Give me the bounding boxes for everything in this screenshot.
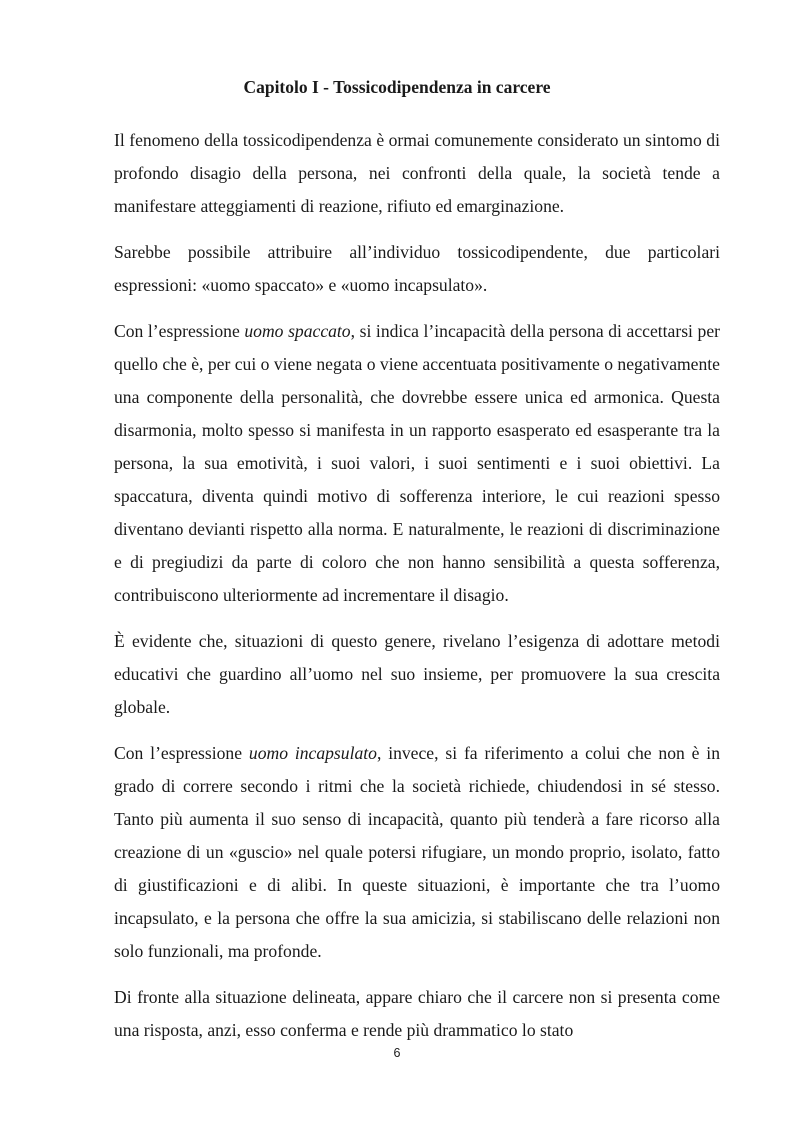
- paragraph-text: È evidente che, situazioni di questo genere, rivelano l’esigenza di adottare metodi educativi che guardino all’uomo nel suo insieme, per promuovere la sua crescita globale.: [114, 631, 720, 717]
- body-text: [114, 124, 720, 1060]
- paragraph-text: , invece, si fa riferimento a colui che non è in grado di correre secondo i ritmi che la società richiede, chiudendosi in sé stesso. Tanto più aumenta il suo senso di incapacità, quanto più tenderà a fare ricorso alla creazione di un «guscio» nel quale potersi rifugiare, un mondo proprio, isolato, fatto di giustificazioni e di alibi. In queste situazioni, è importante che tra l’uomo incapsulato, e la persona che offre la sua amicizia, si stabiliscano delle relazioni non solo funzionali, ma profonde.: [114, 743, 720, 961]
- paragraph-text: Il fenomeno della tossicodipendenza è ormai comunemente considerato un sintomo di profondo disagio della persona, nei confronti della quale, la società tende a manifestare atteggiamenti di reazione, rifiuto ed emarginazione.: [114, 130, 720, 216]
- paragraph: [114, 315, 720, 612]
- paragraph-text: Con l’espressione: [114, 321, 245, 341]
- paragraph-text: Con l’espressione: [114, 743, 249, 763]
- chapter-title: Capitolo I - Tossicodipendenza in carcere: [243, 77, 551, 97]
- page-number: 6: [393, 1046, 401, 1060]
- paragraph: [114, 625, 720, 724]
- italic-term: uomo spaccato: [244, 321, 351, 341]
- italic-term: uomo incapsulato: [248, 743, 377, 763]
- paragraph-text: , si indica l’incapacità della persona di accettarsi per quello che è, per cui o viene negata o viene accentuata positivamente o negativamente una componente della personalità, che dovrebbe essere unica ed armonica. Questa disarmonia, molto spesso si manifesta in un rapporto esasperato ed esasperante tra la persona, la sua emotività, i suoi valori, i suoi sentimenti e i suoi obiettivi. La spaccatura, diventa quindi motivo di sofferenza interiore, le cui reazioni spesso diventano devianti rispetto alla norma. E naturalmente, le reazioni di discriminazione e di pregiudizi da parte di coloro che non hanno sensibilità a questa sofferenza, contribuiscono ulteriormente ad incrementare il disagio.: [114, 321, 720, 605]
- paragraph: [114, 236, 720, 302]
- paragraph: [114, 124, 720, 223]
- paragraph: [114, 737, 720, 968]
- paragraph-text: Sarebbe possibile attribuire all’individuo tossicodipendente, due particolari espressioni: «uomo spaccato» e «uomo incapsulato».: [114, 242, 720, 295]
- paragraph-text: Di fronte alla situazione delineata, appare chiaro che il carcere non si presenta come una risposta, anzi, esso conferma e rende più drammatico lo stato: [114, 987, 720, 1040]
- paragraph: [114, 981, 720, 1047]
